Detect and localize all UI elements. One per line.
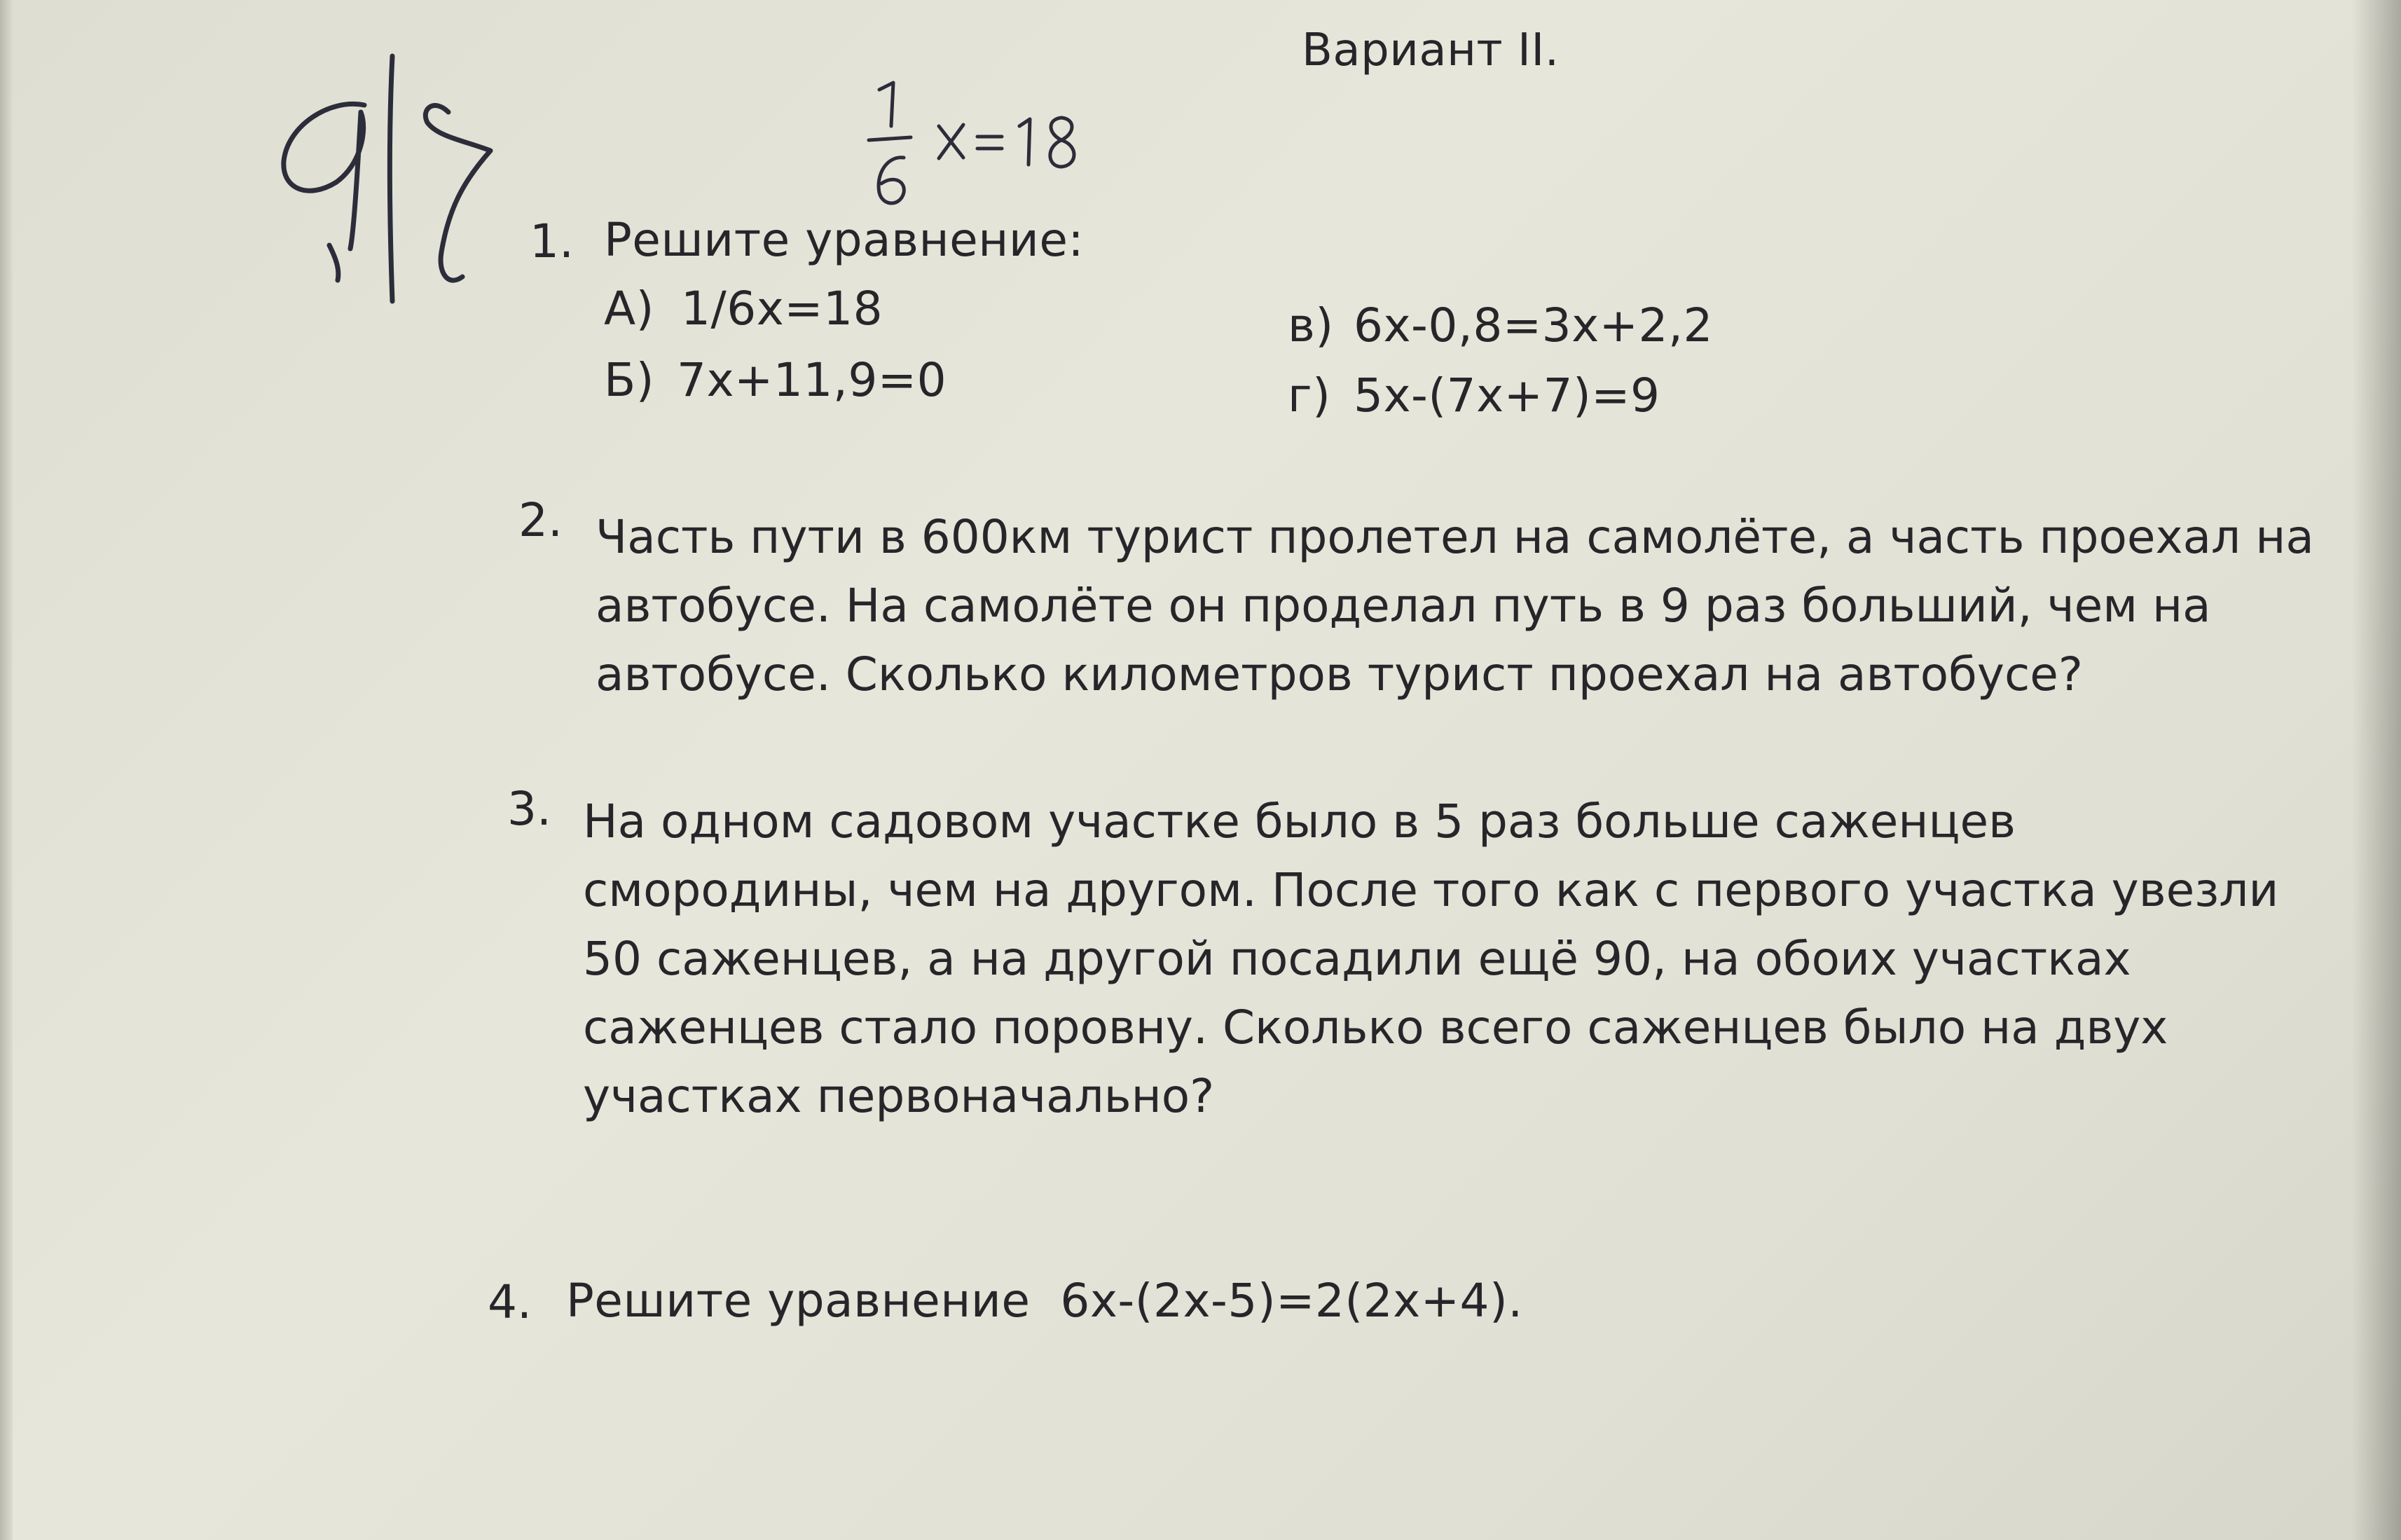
handwritten-grade-mark: [284, 56, 490, 301]
task-3-number: 3.: [507, 782, 551, 836]
handwritten-fraction: [869, 83, 1074, 203]
task-1-item-a-label: А): [604, 282, 654, 336]
task-3-line-5: участках первоначально?: [583, 1069, 1215, 1123]
task-2-number: 2.: [518, 493, 563, 547]
task-1-item-g-label: г): [1288, 369, 1331, 422]
task-1-item-b-expr: 7x+11,9=0: [677, 353, 947, 407]
task-3-line-2: смородины, чем на другом. После того как с первого участка увезли: [583, 863, 2279, 917]
task-4-number: 4.: [488, 1275, 532, 1329]
task-1-number: 1.: [530, 214, 574, 268]
task-1-title: Решите уравнение:: [604, 213, 1085, 267]
task-1-item-g-expr: 5x-(7x+7)=9: [1354, 369, 1660, 422]
task-2-text: [596, 503, 2314, 709]
variant-heading: Вариант II.: [1302, 25, 1560, 76]
task-2-line-2: автобусе. На самолёте он проделал путь в 9 раз больший, чем на: [596, 579, 2211, 633]
task-2-line-1: Часть пути в 600км турист пролетел на самолёте, а часть проехал на: [596, 510, 2314, 564]
task-1-item-a-expr: 1/6x=18: [681, 282, 883, 336]
task-3-text: [583, 788, 2278, 1131]
task-3-line-1: На одном садовом участке было в 5 раз больше саженцев: [583, 795, 2016, 848]
task-3-line-3: 50 саженцев, а на другой посадили ещё 90, на обоих участках: [583, 932, 2131, 986]
task-4-title: Решите уравнение 6x-(2x-5)=2(2x+4).: [566, 1274, 1523, 1328]
task-1-item-b-label: Б): [604, 353, 655, 407]
task-1-item-v-label: в): [1288, 298, 1334, 352]
task-3-line-4: саженцев стало поровну. Сколько всего саженцев было на двух: [583, 1001, 2168, 1054]
task-2-line-3: автобусе. Сколько километров турист проехал на автобусе?: [596, 647, 2083, 701]
task-1-item-v-expr: 6x-0,8=3x+2,2: [1354, 298, 1713, 352]
